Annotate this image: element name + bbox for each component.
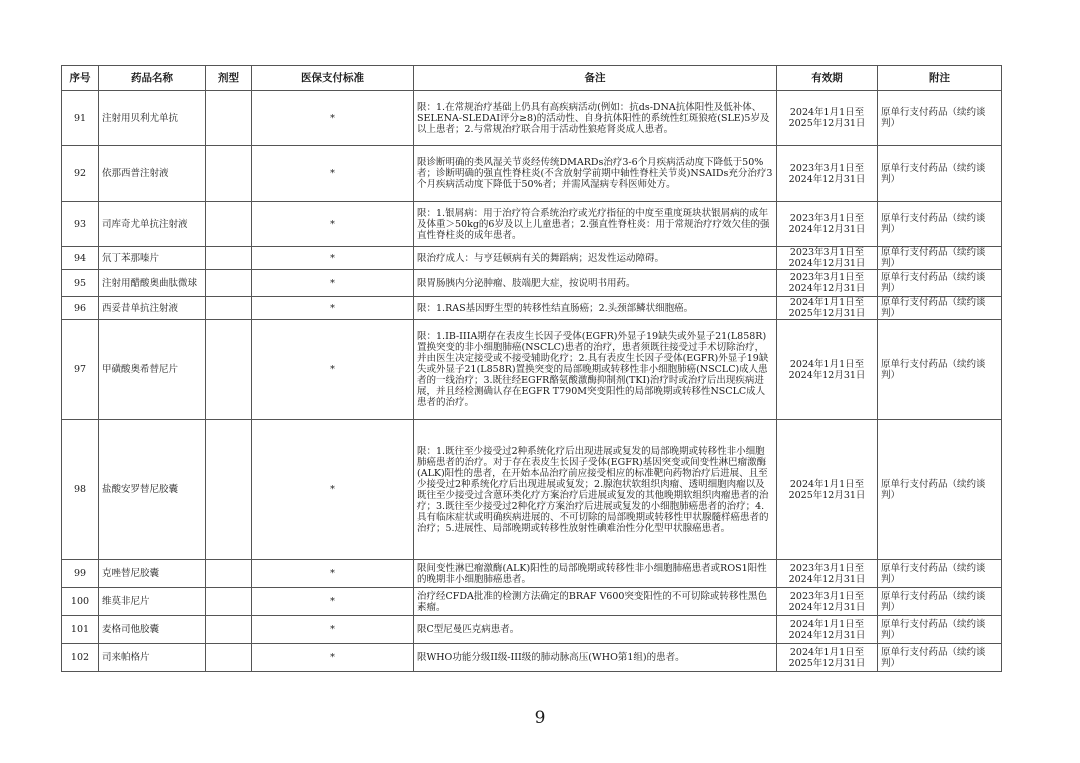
- drug-name: 注射用醋酸奥曲肽微球: [99, 270, 206, 297]
- drug-name: 维莫非尼片: [99, 588, 206, 616]
- attachment-note: 原单行支付药品（续约谈判）: [878, 247, 1002, 270]
- row-number: 92: [62, 146, 99, 202]
- validity-period: [777, 297, 878, 320]
- validity-start: 2024年1月1日至: [789, 618, 865, 630]
- drug-table: [61, 65, 1002, 672]
- payment-standard: *: [252, 297, 414, 320]
- header-name: 药品名称: [99, 66, 206, 91]
- validity-period: [777, 270, 878, 297]
- remark: 限WHO功能分级II级-III级的肺动脉高压(WHO第1组)的患者。: [414, 644, 777, 672]
- attachment-note: 原单行支付药品（续约谈判）: [878, 320, 1002, 420]
- payment-standard: *: [252, 270, 414, 297]
- row-number: 95: [62, 270, 99, 297]
- drug-name: 甲磺酸奥希替尼片: [99, 320, 206, 420]
- drug-name: 司库奇尤单抗注射液: [99, 202, 206, 247]
- validity-start: 2024年1月1日至: [789, 297, 865, 308]
- dosage-form: [206, 270, 252, 297]
- remark: 限：1.在常规治疗基础上仍具有高疾病活动(例如：抗ds-DNA抗体阳性及低补体、SELENA-SLEDAI评分≥8)的活动性、自身抗体阳性的系统性红斑狼疮(SLE)5岁及以上患者；2.与常规治疗联合用于活动性狼疮肾炎成人患者。: [414, 91, 777, 146]
- payment-standard: *: [252, 202, 414, 247]
- attachment-note: 原单行支付药品（续约谈判）: [878, 91, 1002, 146]
- validity-start: 2023年3月1日至: [789, 562, 865, 574]
- dosage-form: [206, 320, 252, 420]
- page-number: 9: [534, 708, 546, 728]
- validity-end: 2024年12月31日: [788, 173, 866, 185]
- row-number: 99: [62, 560, 99, 588]
- table-row: [62, 644, 1002, 672]
- drug-name: 注射用贝利尤单抗: [99, 91, 206, 146]
- attachment-note: 原单行支付药品（续约谈判）: [878, 644, 1002, 672]
- validity-period: [777, 91, 878, 146]
- row-number: 94: [62, 247, 99, 270]
- remark: 限诊断明确的类风湿关节炎经传统DMARDs治疗3-6个月疾病活动度下降低于50%者；诊断明确的强直性脊柱炎(不含放射学前期中轴性脊柱关节炎)NSAIDs充分治疗3个月疾病活动度下降低于50%者；并需风湿病专科医师处方。: [414, 146, 777, 202]
- validity-start: 2024年1月1日至: [789, 478, 865, 490]
- drug-name: 盐酸安罗替尼胶囊: [99, 420, 206, 560]
- validity-start: 2024年1月1日至: [789, 646, 865, 658]
- validity-period: [777, 644, 878, 672]
- payment-standard: *: [252, 588, 414, 616]
- validity-period: [777, 146, 878, 202]
- table-row: [62, 202, 1002, 247]
- header-standard: 医保支付标准: [252, 66, 414, 91]
- validity-start: 2024年1月1日至: [789, 107, 865, 118]
- payment-standard: *: [252, 616, 414, 644]
- header-valid: 有效期: [777, 66, 878, 91]
- header-attach: 附注: [878, 66, 1002, 91]
- row-number: 96: [62, 297, 99, 320]
- payment-standard: *: [252, 560, 414, 588]
- payment-standard: *: [252, 320, 414, 420]
- validity-start: 2023年3月1日至: [789, 272, 865, 283]
- payment-standard: *: [252, 247, 414, 270]
- drug-name: 克唑替尼胶囊: [99, 560, 206, 588]
- dosage-form: [206, 588, 252, 616]
- row-number: 93: [62, 202, 99, 247]
- dosage-form: [206, 616, 252, 644]
- payment-standard: *: [252, 91, 414, 146]
- remark: 限：1.既往至少接受过2种系统化疗后出现进展或复发的局部晚期或转移性非小细胞肺癌患者的治疗。对于存在表皮生长因子受体(EGFR)基因突变或间变性淋巴瘤激酶(ALK)阳性的患者，在开始本品治疗前应接受相应的标准靶向药物治疗后进展、且至少接受过2种系统化疗后出现进展或复发；2.腺泡状软组织肉瘤、透明细胞肉瘤以及既往至少接受过含蒽环类化疗方案治疗后进展或复发的其他晚期软组织肉瘤患者的治疗；3.既往至少接受过2种化疗方案治疗后进展或复发的小细胞肺癌患者的治疗；4.具有临床症状或明确疾病进展的、不可切除的局部晚期或转移性甲状腺髓样癌患者的治疗；5.进展性、局部晚期或转移性放射性碘难治性分化型甲状腺癌患者。: [414, 420, 777, 560]
- dosage-form: [206, 247, 252, 270]
- row-number: 101: [62, 616, 99, 644]
- validity-start: 2023年3月1日至: [789, 162, 865, 174]
- drug-name: 西妥昔单抗注射液: [99, 297, 206, 320]
- table-row: [62, 297, 1002, 320]
- dosage-form: [206, 560, 252, 588]
- validity-start: 2023年3月1日至: [789, 213, 865, 224]
- validity-end: 2025年12月31日: [788, 118, 866, 129]
- table-row: [62, 616, 1002, 644]
- validity-period: [777, 420, 878, 560]
- validity-end: 2024年12月31日: [788, 258, 866, 269]
- remark: 治疗经CFDA批准的检测方法确定的BRAF V600突变阳性的不可切除或转移性黑色素瘤。: [414, 588, 777, 616]
- dosage-form: [206, 91, 252, 146]
- validity-end: 2025年12月31日: [788, 657, 866, 669]
- table-row: [62, 420, 1002, 560]
- header-form: 剂型: [206, 66, 252, 91]
- validity-end: 2024年12月31日: [788, 283, 866, 294]
- remark: 限治疗成人：与亨廷顿病有关的舞蹈病；迟发性运动障碍。: [414, 247, 777, 270]
- drug-name: 依那西普注射液: [99, 146, 206, 202]
- payment-standard: *: [252, 146, 414, 202]
- remark: 限：1.RAS基因野生型的转移性结直肠癌；2.头颈部鳞状细胞癌。: [414, 297, 777, 320]
- validity-period: [777, 202, 878, 247]
- payment-standard: *: [252, 420, 414, 560]
- remark: 限间变性淋巴瘤激酶(ALK)阳性的局部晚期或转移性非小细胞肺癌患者或ROS1阳性的晚期非小细胞肺癌患者。: [414, 560, 777, 588]
- validity-end: 2024年12月31日: [788, 224, 866, 235]
- validity-period: [777, 588, 878, 616]
- validity-start: 2024年1月1日至: [789, 358, 865, 370]
- payment-standard: *: [252, 644, 414, 672]
- dosage-form: [206, 202, 252, 247]
- header-note: 备注: [414, 66, 777, 91]
- row-number: 98: [62, 420, 99, 560]
- remark: 限C型尼曼匹克病患者。: [414, 616, 777, 644]
- validity-end: 2024年12月31日: [788, 573, 866, 585]
- drug-name: 司来帕格片: [99, 644, 206, 672]
- drug-name: 氘丁苯那嗪片: [99, 247, 206, 270]
- row-number: 91: [62, 91, 99, 146]
- table-row: [62, 320, 1002, 420]
- remark: 限：1.银屑病：用于治疗符合系统治疗或光疗指征的中度至重度斑块状银屑病的成年及体重＞50kg的6岁及以上儿童患者；2.强直性脊柱炎：用于常规治疗疗效欠佳的强直性脊柱炎的成年患者。: [414, 202, 777, 247]
- row-number: 100: [62, 588, 99, 616]
- table-header-row: [62, 66, 1002, 91]
- validity-start: 2023年3月1日至: [789, 247, 865, 258]
- validity-period: [777, 247, 878, 270]
- row-number: 97: [62, 320, 99, 420]
- remark: 限：1.IB-IIIA期存在表皮生长因子受体(EGFR)外显子19缺失或外显子21(L858R)置换突变的非小细胞肺癌(NSCLC)患者的治疗，患者须既往接受过手术切除治疗，并由医生决定接受或不接受辅助化疗；2.具有表皮生长因子受体(EGFR)外显子19缺失或外显子21(L858R)置换突变的局部晚期或转移性非小细胞肺癌(NSCLC)成人患者的一线治疗；3.既往经EGFR酪氨酸激酶抑制剂(TKI)治疗时或治疗后出现疾病进展，并且经检测确认存在EGFR T790M突变阳性的局部晚期或转移性NSCLC成人患者的治疗。: [414, 320, 777, 420]
- dosage-form: [206, 420, 252, 560]
- dosage-form: [206, 297, 252, 320]
- remark: 限胃肠胰内分泌肿瘤、肢端肥大症，按说明书用药。: [414, 270, 777, 297]
- table-row: [62, 247, 1002, 270]
- validity-start: 2023年3月1日至: [789, 590, 865, 602]
- row-number: 102: [62, 644, 99, 672]
- attachment-note: 原单行支付药品（续约谈判）: [878, 270, 1002, 297]
- attachment-note: 原单行支付药品（续约谈判）: [878, 420, 1002, 560]
- header-no: 序号: [62, 66, 99, 91]
- validity-end: 2024年12月31日: [788, 369, 866, 381]
- validity-end: 2025年12月31日: [788, 308, 866, 319]
- attachment-note: 原单行支付药品（续约谈判）: [878, 588, 1002, 616]
- validity-end: 2024年12月31日: [788, 629, 866, 641]
- validity-period: [777, 320, 878, 420]
- table-row: [62, 588, 1002, 616]
- attachment-note: 原单行支付药品（续约谈判）: [878, 202, 1002, 247]
- dosage-form: [206, 146, 252, 202]
- table-row: [62, 270, 1002, 297]
- validity-end: 2025年12月31日: [788, 489, 866, 501]
- validity-end: 2024年12月31日: [788, 601, 866, 613]
- attachment-note: 原单行支付药品（续约谈判）: [878, 146, 1002, 202]
- attachment-note: 原单行支付药品（续约谈判）: [878, 616, 1002, 644]
- validity-period: [777, 560, 878, 588]
- table-row: [62, 560, 1002, 588]
- table-row: [62, 91, 1002, 146]
- attachment-note: 原单行支付药品（续约谈判）: [878, 560, 1002, 588]
- table-row: [62, 146, 1002, 202]
- dosage-form: [206, 644, 252, 672]
- drug-name: 麦格司他胶囊: [99, 616, 206, 644]
- attachment-note: 原单行支付药品（续约谈判）: [878, 297, 1002, 320]
- validity-period: [777, 616, 878, 644]
